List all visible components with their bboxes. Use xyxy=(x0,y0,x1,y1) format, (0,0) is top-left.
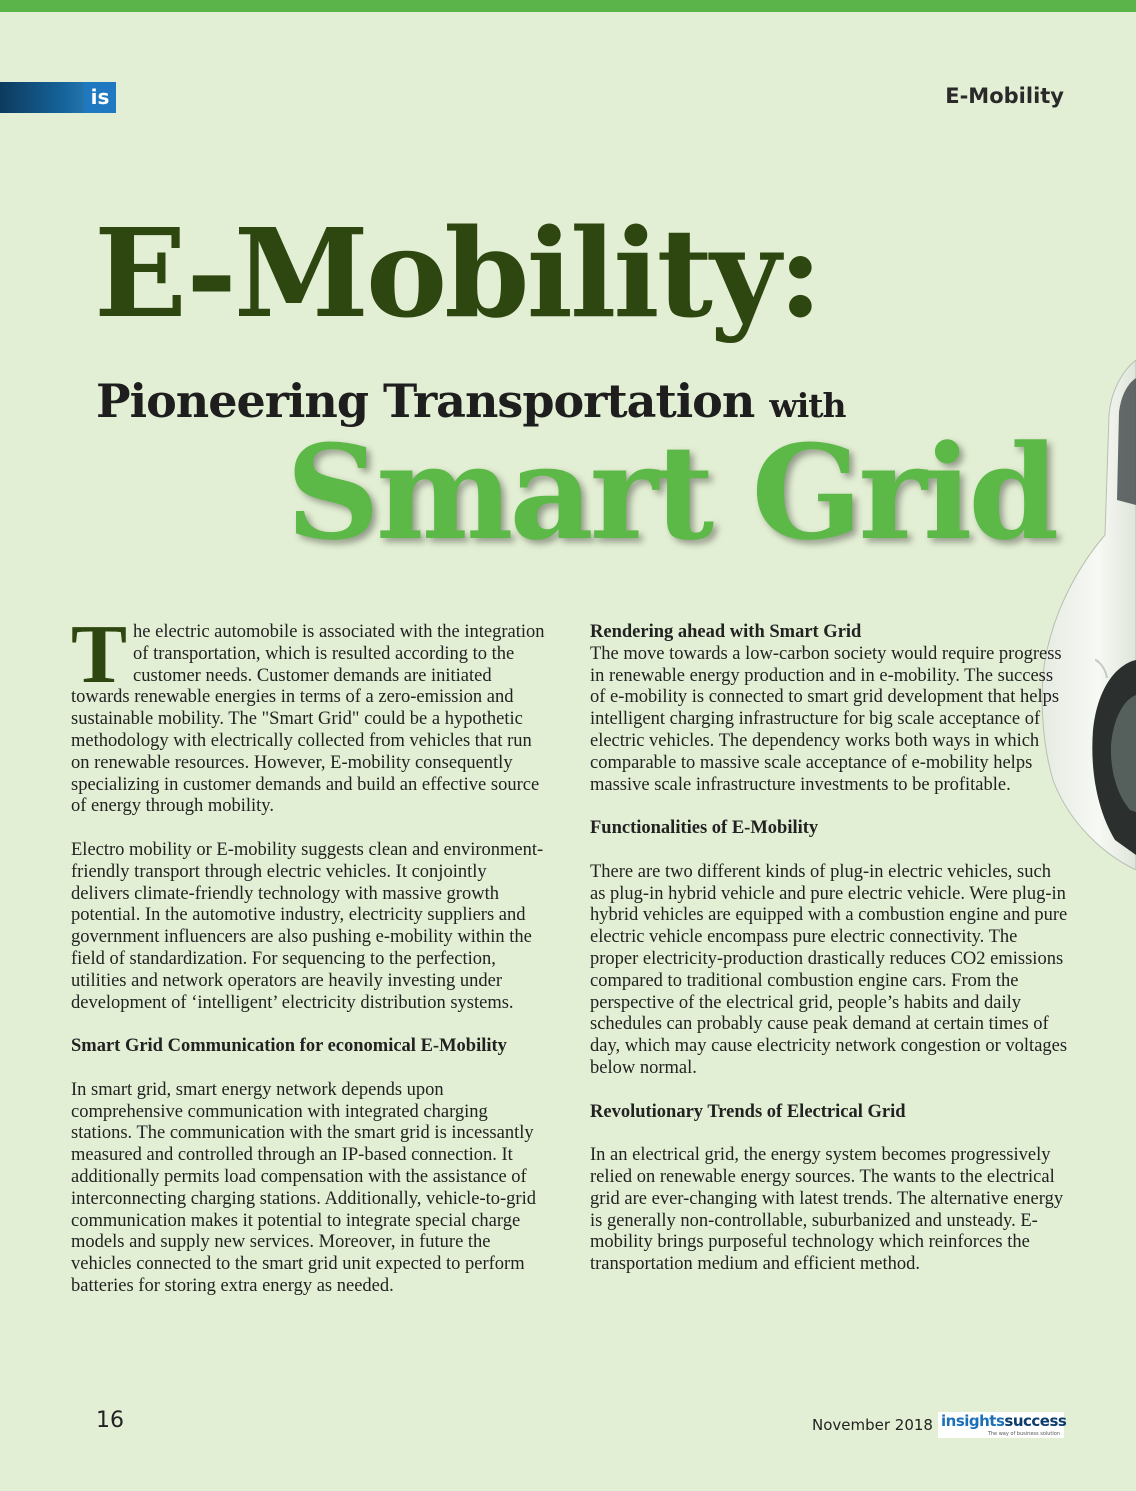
brand-part-1: insights xyxy=(941,1412,1005,1430)
article-column-right xyxy=(590,622,1068,1298)
drop-cap: T xyxy=(71,608,128,701)
heading-rendering-ahead: Rendering ahead with Smart Grid xyxy=(590,622,862,642)
article-title: E-Mobility: xyxy=(94,201,820,345)
issue-date: November 2018 xyxy=(812,1416,933,1434)
brand-tagline: The way of business solution xyxy=(987,1431,1060,1437)
magazine-logo-icon: is xyxy=(84,82,116,113)
intro-paragraph xyxy=(71,608,549,818)
top-accent-bar xyxy=(0,0,1136,12)
paragraph-rendering-ahead: The move towards a low-carbon society would require progress in renewable energy production and in e-mobility. The success of e-mobility is connected to smart grid development that helps intelligent charging infrastructure for big scale acceptance of electric vehicles. The dependency works both ways in which comparable to massive scale acceptance of e-mobility helps massive scale infrastructure investments to be profitable. xyxy=(590,643,1062,795)
brand-name xyxy=(941,1412,1066,1430)
article-column-left xyxy=(71,608,549,1320)
paragraph-functionalities: There are two different kinds of plug-in electric vehicles, such as plug-in hybrid vehicle and pure electric vehicle. Were plug-in hybrid vehicles are equipped with a combustion engine and pure electric vehicle encompass pure electric connectivity. The proper electricity-production drastically reduces CO2 emissions compared to traditional combustion engine cars. From the perspective of the electrical grid, people’s habits and daily schedules can probably cause peak demand at certain times of day, which may cause electricity network congestion or voltages below normal. xyxy=(590,861,1068,1078)
subtitle-with: with xyxy=(769,386,846,425)
paragraph-smart-grid-communication: In smart grid, smart energy network depends upon comprehensive communication with integrated charging stations. The communication with the smart grid is incessantly measured and controlled through an IP-based connection. It additionally permits load compensation with the assistance of interconnecting charging stations. Additionally, vehicle-to-grid communication makes it potential to integrate special charge models and supply new services. Moreover, in future the vehicles connected to the smart grid unit expected to perform batteries for storing extra energy as needed. xyxy=(71,1079,536,1296)
heading-revolutionary-trends: Revolutionary Trends of Electrical Grid xyxy=(590,1101,906,1122)
subtitle-text: Pioneering Transportation xyxy=(96,374,755,428)
paragraph-emobility: Electro mobility or E-mobility suggests clean and environment-friendly transport through electric vehicles. It conjointly delivers climate-friendly technology with massive growth potential. In the automotive industry, electricity suppliers and government influencers are also pushing e-mobility within the field of standardization. For sequencing to the perfection, utilities and network operators are heavily investing under development of ‘intelligent’ electricity distribution systems. xyxy=(71,839,544,1013)
article-title-accent: Smart Grid xyxy=(286,416,1056,569)
brand-part-2: success xyxy=(1004,1412,1067,1430)
heading-functionalities: Functionalities of E-Mobility xyxy=(590,818,819,839)
intro-text: he electric automobile is associated with the integration of transportation, which is resulted according to the customer needs. Customer demands are initiated towards renewable energies in terms of a zero-emission and sustainable mobility. The "Smart Grid" could be a hypothetic methodology with electrically collected from vehicles that run on renewable resources. However, E-mobility consequently specializing in customer demands and build an effective source of energy through mobility. xyxy=(71,622,545,817)
page-number: 16 xyxy=(96,1408,124,1433)
brand-logo xyxy=(938,1412,1067,1438)
section-label: E-Mobility xyxy=(945,84,1064,108)
paragraph-revolutionary-trends: In an electrical grid, the energy system becomes progressively relied on renewable energy sources. The wants to the electrical grid are ever-changing with latest trends. The alternative energy is generally non-controllable, suburbanized and unsteady. E-mobility brings purposeful technology which reinforces the transportation medium and efficient method. xyxy=(590,1145,1064,1275)
heading-smart-grid-communication: Smart Grid Communication for economical E-Mobility xyxy=(71,1036,507,1057)
